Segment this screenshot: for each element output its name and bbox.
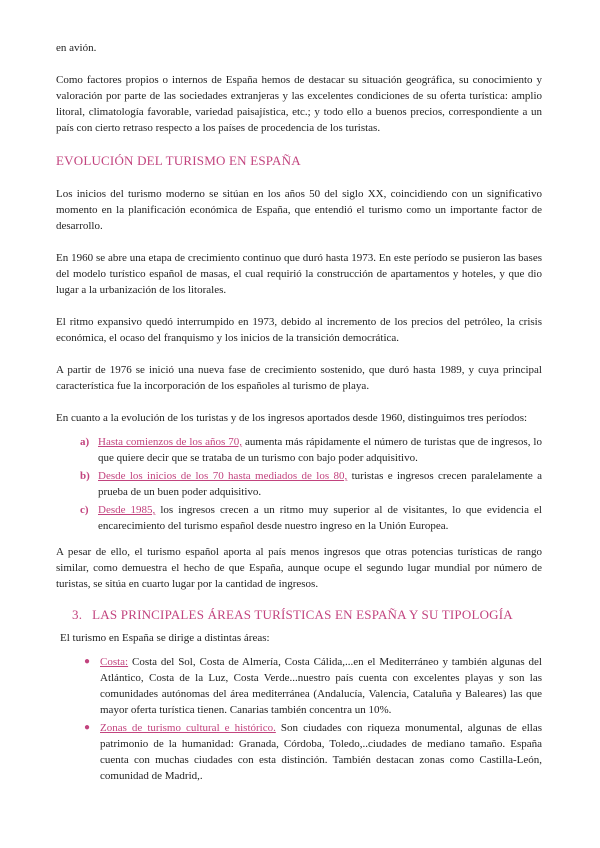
list-item xyxy=(80,502,542,534)
period-link[interactable]: Desde los inicios de los 70 hasta mediados de los 80, xyxy=(98,470,348,482)
list-item xyxy=(84,654,542,718)
heading-text: LAS PRINCIPALES ÁREAS TURÍSTICAS EN ESPAÑA Y SU TIPOLOGÍA xyxy=(92,607,513,622)
area-text: Son ciudades con riqueza monumental, algunas de ellas patrimonio de la humanidad: Granada, Córdoba, Toledo,..ciudades de mediano tamaño. España cuenta con muchas ciudades con esta distinción. También destacan zonas como Castilla-León, comunidad de Madrid,. xyxy=(100,722,542,782)
paragraph-continuation: en avión. xyxy=(56,42,97,54)
paragraph-1973: El ritmo expansivo quedó interrumpido en 1973, debido al incremento de los precios del petróleo, la crisis económica, el ocaso del franquismo y los inicios de la transición democrática. xyxy=(56,316,542,344)
paragraph-areas-intro: El turismo en España se dirige a distintas áreas: xyxy=(60,632,270,644)
period-text: los ingresos crecen a un ritmo muy superior al de visitantes, lo que evidencia el encarecimiento del turismo español desde nuestro ingreso en la Unión Europea. xyxy=(98,504,542,532)
paragraph-a-pesar: A pesar de ello, el turismo español aporta al país menos ingresos que otras potencias turísticas de rango similar, como demuestra el hecho de que España, aunque ocupe el segundo lugar mundial por número de turistas, se sitúa en cuarto lugar por la cantidad de ingresos. xyxy=(56,546,542,590)
paragraph-inicios: Los inicios del turismo moderno se sitúan en los años 50 del siglo XX, coincidiendo con un significativo momento en la planificación económica de España, que entendió el turismo como un importante factor de desarrollo. xyxy=(56,188,542,232)
list-marker: b) xyxy=(80,470,90,482)
period-text: aumenta más rápidamente el número de turistas que de ingresos, lo que quiere decir que se trataba de un turismo con bajo poder adquisitivo. xyxy=(98,436,542,464)
paragraph-periodos-intro: En cuanto a la evolución de los turistas y de los ingresos aportados desde 1960, distinguimos tres períodos: xyxy=(56,412,528,424)
area-link[interactable]: Costa: xyxy=(100,656,129,668)
heading-evolucion: EVOLUCIÓN DEL TURISMO EN ESPAÑA xyxy=(56,153,301,168)
bullet-icon: ● xyxy=(84,722,91,733)
period-link[interactable]: Desde 1985, xyxy=(98,504,156,516)
period-text: turistas e ingresos crecen paralelamente a prueba de un buen poder adquisitivo. xyxy=(98,470,543,498)
period-link[interactable]: Hasta comienzos de los años 70, xyxy=(98,436,243,448)
heading-areas xyxy=(56,606,542,624)
list-item xyxy=(84,720,542,784)
list-item xyxy=(80,434,542,466)
bullet-icon: ● xyxy=(84,656,91,667)
list-item xyxy=(80,468,543,500)
areas-list xyxy=(56,654,542,784)
periods-list xyxy=(56,434,542,534)
area-text: Costa del Sol, Costa de Almería, Costa Cálida,...en el Mediterráneo y también algunas del Atlántico, Costa de la Luz, Costa Verde...nuestro país cuenta con excelentes playas y son las comunidades autónomas del área mediterránea (Andalucía, Valencia, Cataluña y Baleares) las que mayor oferta turística tienen. Canarias también concentra un 10%. xyxy=(100,656,542,716)
paragraph-1960: En 1960 se abre una etapa de crecimiento continuo que duró hasta 1973. En este período se pusieron las bases del modelo turístico español de masas, el cual requirió la construcción de apartamentos y hoteles, y que dio lugar a la urbanización de los litorales. xyxy=(56,252,542,296)
document-page xyxy=(56,40,542,786)
paragraph-internal-factors: Como factores propios o internos de España hemos de destacar su situación geográfica, su conocimiento y valoración por parte de las sociedades extranjeras y las excelentes condiciones de su oferta turística: amplio litoral, climatología favorable, variedad paisajística, etc.; y todo ello a buenos precios, correspondiente a un país con cierto retraso respecto a los países de procedencia de los turistas. xyxy=(56,74,542,134)
list-marker: a) xyxy=(80,436,90,448)
paragraph-1976: A partir de 1976 se inició una nueva fase de crecimiento sostenido, que duró hasta 1989, y cuya principal característica fue la incorporación de los españoles al turismo de playa. xyxy=(56,364,542,392)
heading-number: 3. xyxy=(72,607,83,622)
area-link[interactable]: Zonas de turismo cultural e histórico. xyxy=(100,722,276,734)
list-marker: c) xyxy=(80,504,89,516)
